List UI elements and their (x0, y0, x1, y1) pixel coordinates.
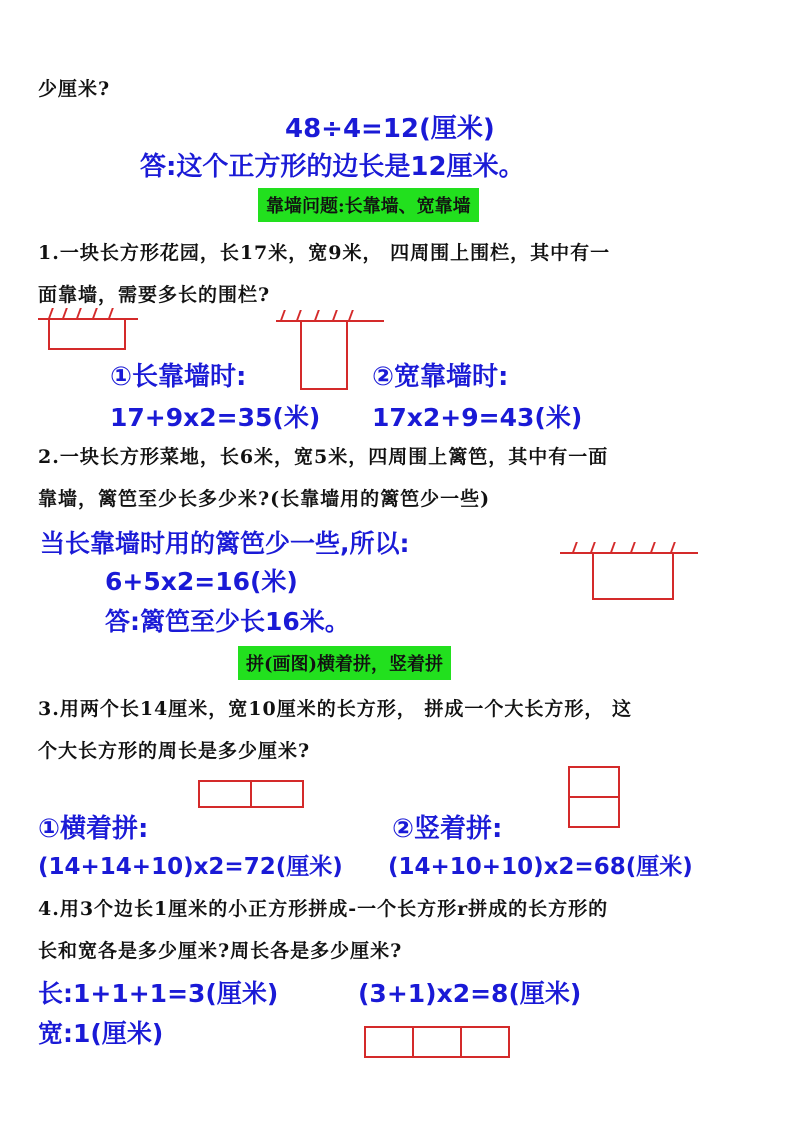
q4-perimeter: (3+1)x2=8(厘米) (358, 979, 582, 1008)
q2-hand2: 6+5x2=16(米) (105, 567, 298, 596)
answer0-answer: 答:这个正方形的边长是12厘米。 (140, 152, 525, 182)
q4-length: 长:1+1+1=3(厘米) (38, 979, 279, 1008)
intro-line: 少厘米? (38, 78, 111, 100)
q3-calc1: (14+14+10)x2=72(厘米) (38, 854, 343, 880)
q2-hand3: 答:篱笆至少长16米。 (105, 607, 350, 636)
answer0-calc: 48÷4=12(厘米) (285, 114, 495, 144)
section2-title: 拼(画图)横着拼，竖着拼 (238, 646, 451, 680)
q4-line2: 长和宽各是多少厘米?周长各是多少厘米? (38, 940, 403, 962)
q3-case1-label: ①横着拼: (38, 814, 149, 844)
q2-line2: 靠墙，篱笆至少长多少米?(长靠墙用的篱笆少一些) (38, 488, 491, 510)
q3-line2: 个大长方形的周长是多少厘米? (38, 740, 311, 762)
q1-case1-label: ①长靠墙时: (110, 362, 247, 392)
q1-line2: 面靠墙，需要多长的围栏? (38, 284, 271, 306)
q3-case2-label: ②竖着拼: (392, 814, 503, 844)
q3-calc2: (14+10+10)x2=68(厘米) (388, 854, 693, 880)
q3-line1: 3.用两个长14厘米，宽10厘米的长方形， 拼成一个大长方形， 这 (38, 698, 632, 720)
q2-line1: 2.一块长方形菜地，长6米，宽5米，四周围上篱笆，其中有一面 (38, 446, 609, 468)
q4-width: 宽:1(厘米) (38, 1019, 164, 1048)
section1-title: 靠墙问题:长靠墙、宽靠墙 (258, 188, 479, 222)
q2-hand1: 当长靠墙时用的篱笆少一些,所以: (40, 529, 410, 558)
q1-case1-calc: 17+9x2=35(米) (110, 403, 321, 432)
q1-case2-calc: 17x2+9=43(米) (372, 403, 583, 432)
q4-line1: 4.用3个边长1厘米的小正方形拼成-一个长方形r拼成的长方形的 (38, 898, 609, 920)
q1-case2-label: ②宽靠墙时: (372, 362, 509, 392)
q1-line1: 1.一块长方形花园，长17米，宽9米， 四周围上围栏，其中有一 (38, 242, 611, 264)
